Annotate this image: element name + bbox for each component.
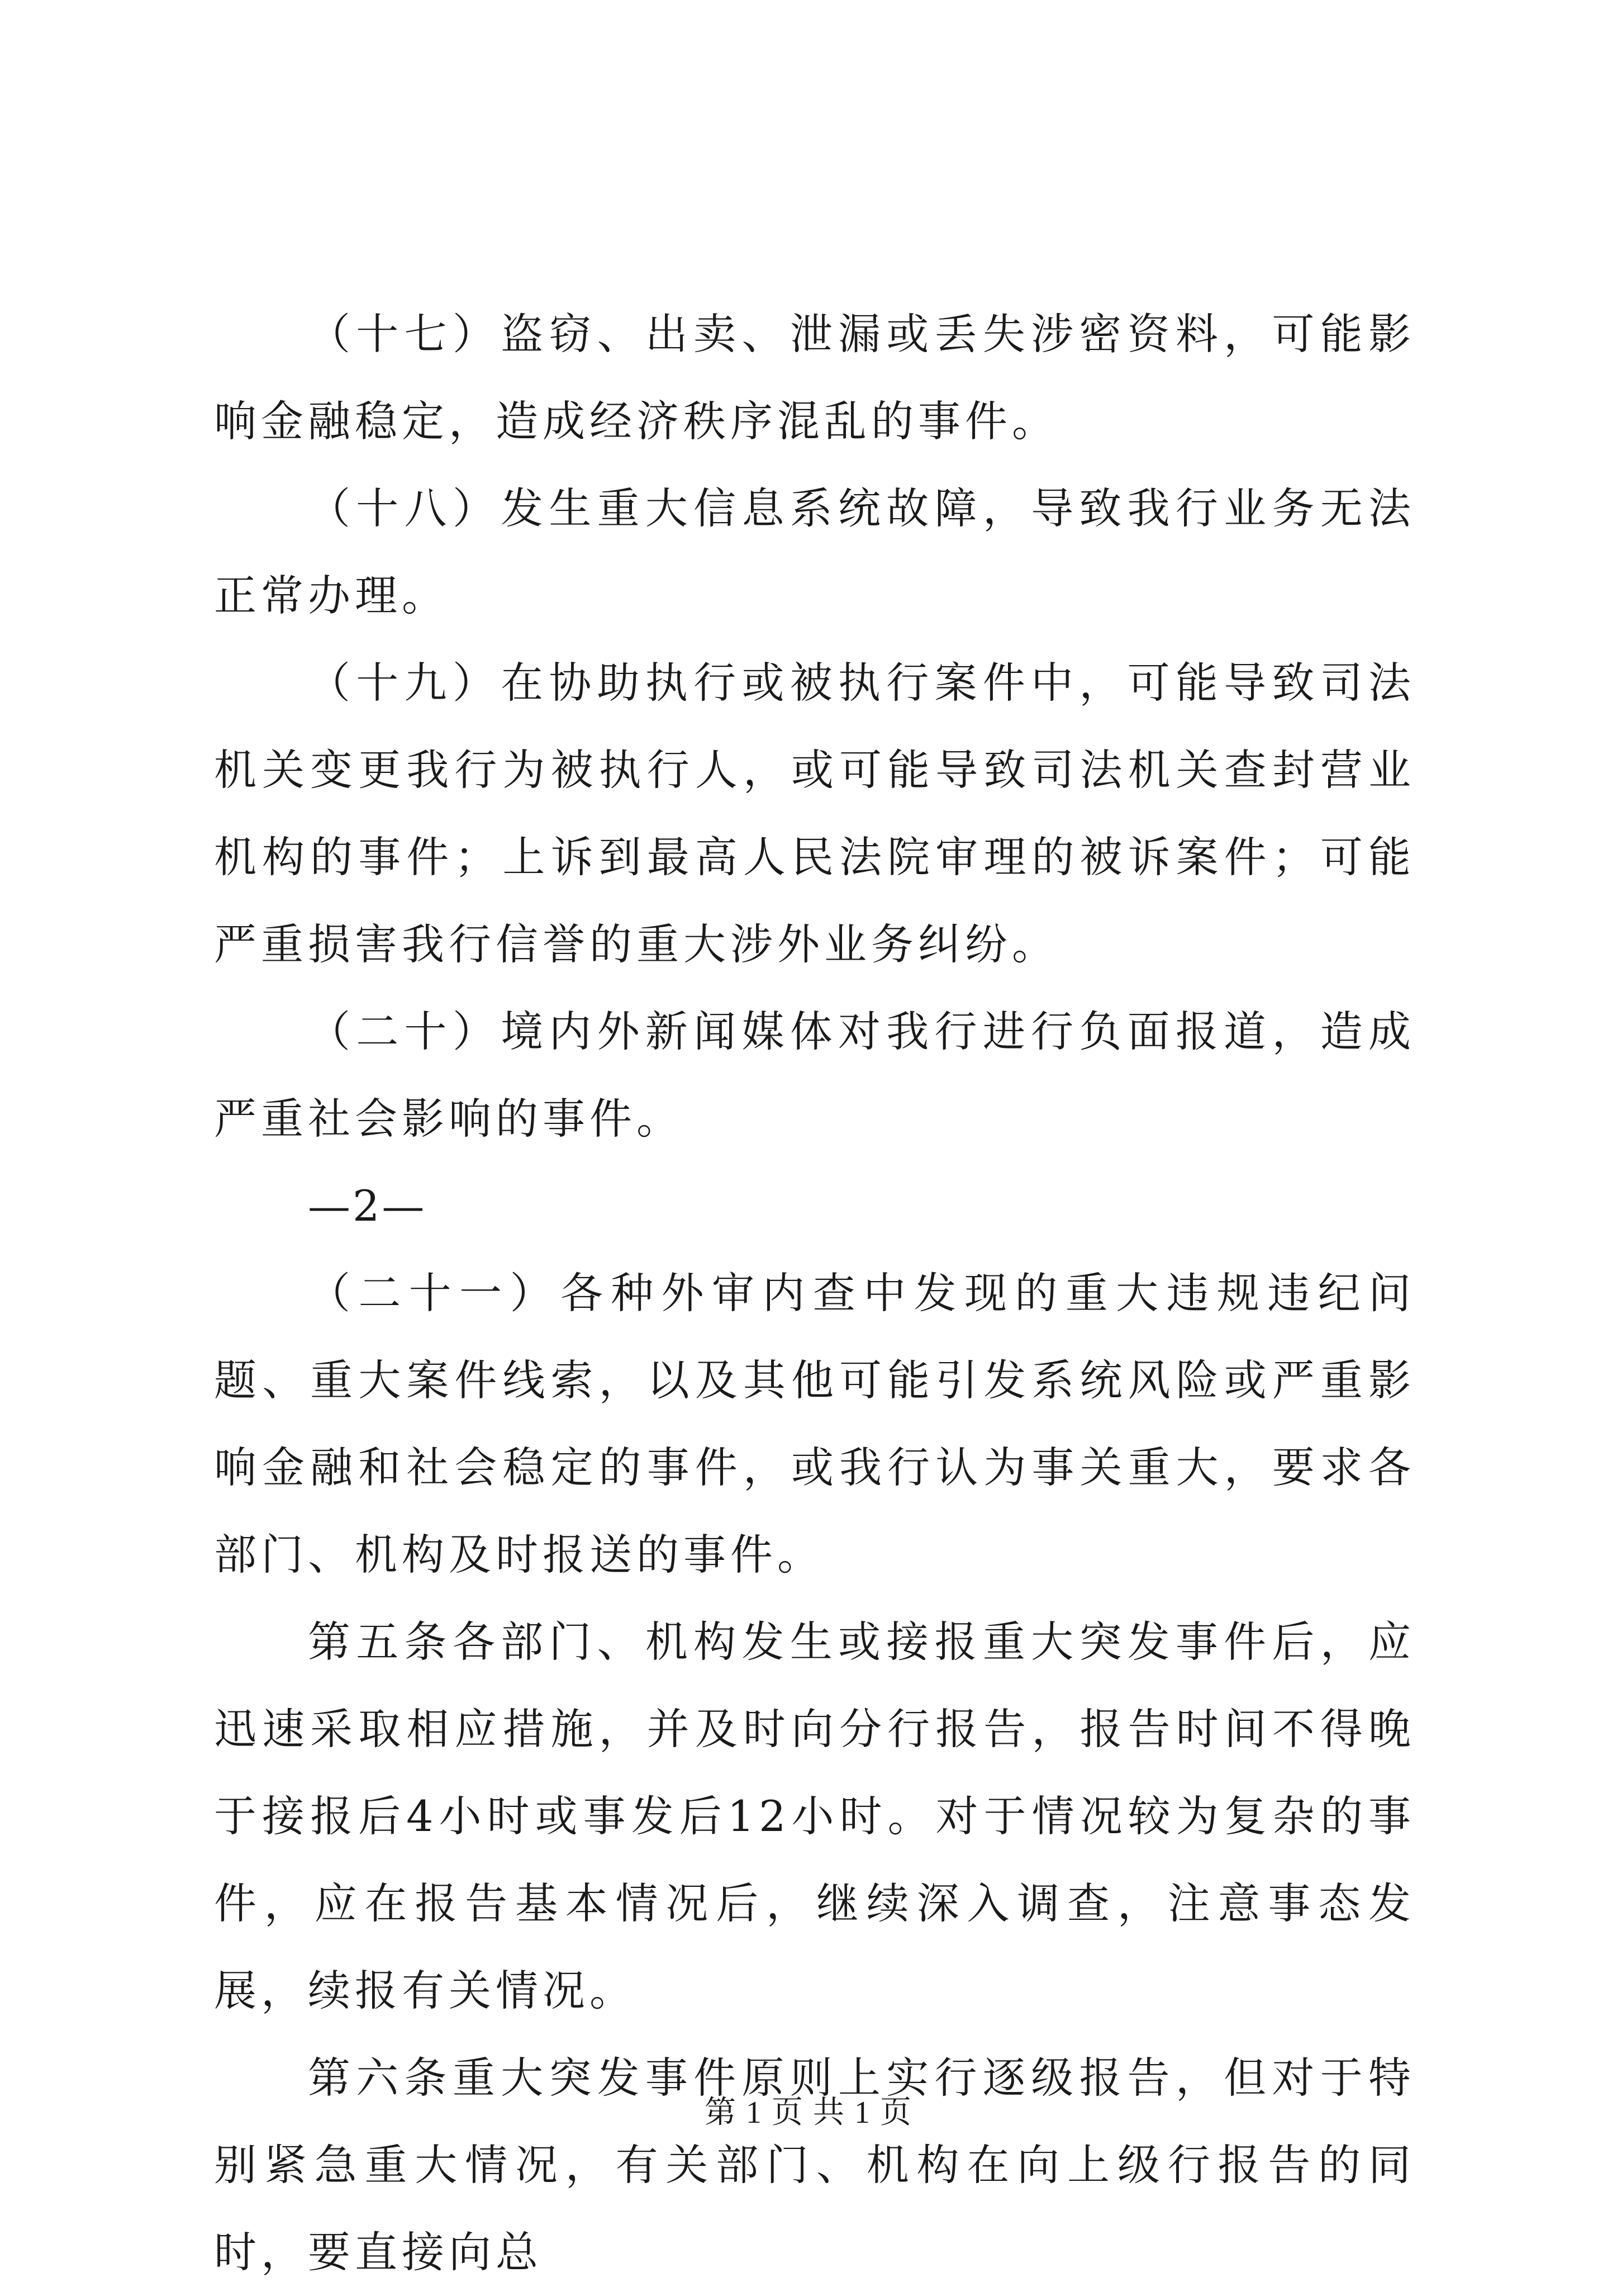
article-5: 第五条各部门、机构发生或接报重大突发事件后，应迅速采取相应措施，并及时向分行报告，报告时间不得晚于接报后4小时或事发后12小时。对于情况较为复杂的事件，应在报告基本情况后，继续深入调查，注意事态发展，续报有关情况。 [214, 1617, 1415, 2015]
page-footer: 第 1 页 共 1 页 [705, 2095, 912, 2130]
paragraph-19: （十九）在协助执行或被执行案件中，可能导致司法机关变更我行为被执行人，或可能导致司法机关查封营业机构的事件；上诉到最高人民法院审理的被诉案件；可能严重损害我行信誉的重大涉外业务纠纷。 [214, 658, 1415, 969]
paragraph-20: （二十）境内外新闻媒体对我行进行负面报道，造成严重社会影响的事件。 [214, 1007, 1415, 1144]
paragraph-21: （二十一）各种外审内查中发现的重大违规违纪问题、重大案件线索，以及其他可能引发系统风险或严重影响金融和社会稳定的事件，或我行认为事关重大，要求各部门、机构及时报送的事件。 [214, 1268, 1415, 1579]
document-body [214, 291, 1415, 2296]
page-number-marker: —2— [308, 1181, 427, 1231]
article-6: 第六条重大突发事件原则上实行逐级报告，但对于特别紧急重大情况，有关部门、机构在向上级行报告的同时，要直接向总 [214, 2053, 1415, 2277]
paragraph-18: （十八）发生重大信息系统故障，导致我行业务无法正常办理。 [214, 483, 1415, 620]
paragraph-17: （十七）盗窃、出卖、泄漏或丢失涉密资料，可能影响金融稳定，造成经济秩序混乱的事件。 [214, 309, 1415, 446]
